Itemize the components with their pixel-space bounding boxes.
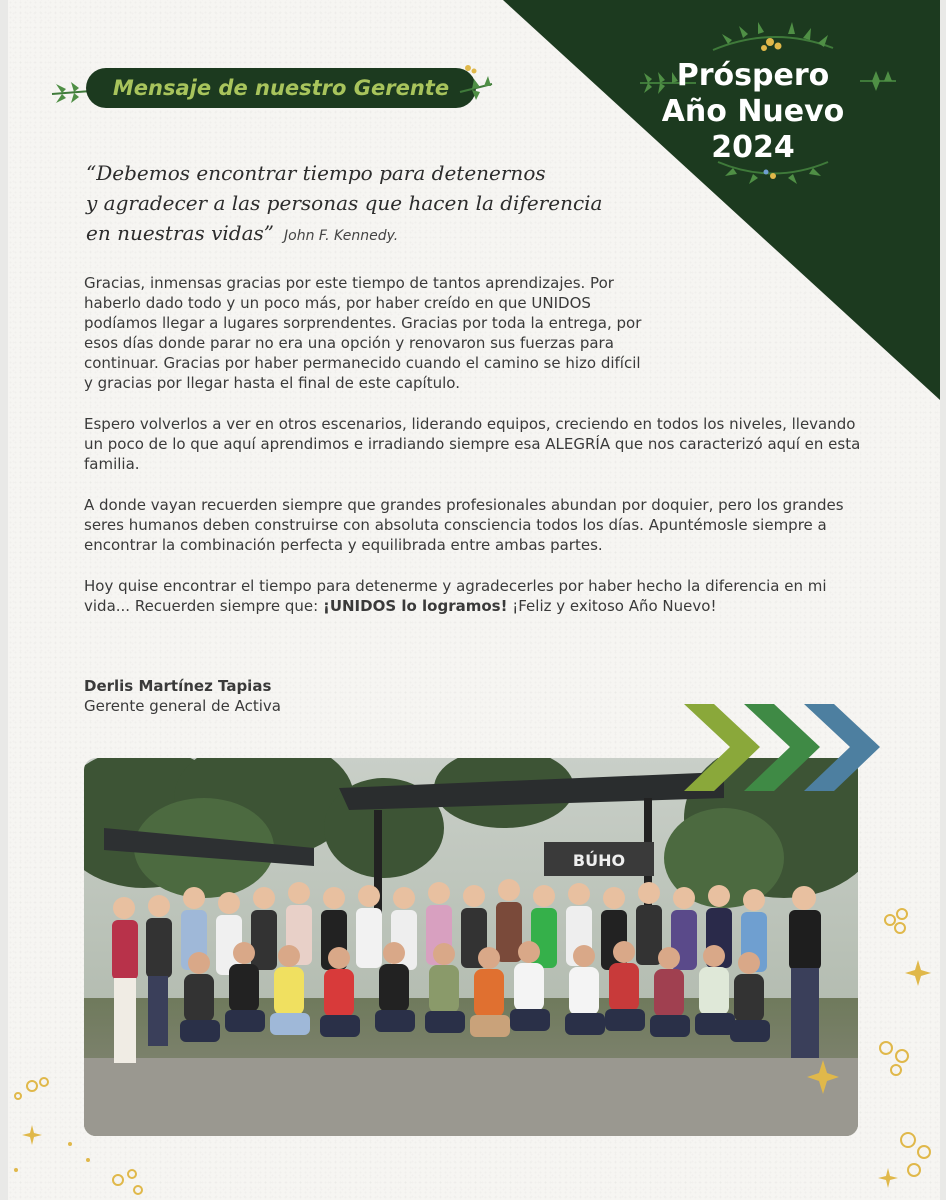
signature-block [84,676,281,716]
signature-name: Derlis Martínez Tapias [84,677,272,695]
kennedy-quote [86,158,646,251]
gold-sparkle-right-icon [878,900,938,1200]
gold-sparkle-photo-icon [806,1058,840,1096]
new-year-line1: Próspero [676,58,830,93]
letter-page [8,0,940,1200]
heading-sprig-right-icon [456,62,496,107]
team-group-photo [84,758,858,1136]
message-body [84,273,874,637]
closing-paragraph: Hoy quise encontrar el tiempo para detenerme y agradecerles por haber hecho la diferencia en mi vida... Recuerden siempre que: ¡UNIDOS lo logramos! ¡Feliz y exitoso Año Nuevo! [84,577,827,615]
new-year-year: 2024 [711,130,795,165]
paragraph-3: A donde vayan recuerden siempre que grandes profesionales abundan por doquier, pero los grandes seres humanos deben construirse con absoluta consciencia todos los días. Apuntémosle siempre a encontrar la combinación perfecta y equilibrada entre ambas partes. [84,496,844,554]
quote-line1: “Debemos encontrar tiempo para detenernos [86,161,546,185]
paragraph-1: Gracias, inmensas gracias por este tiempo de tantos aprendizajes. Por haberlo dado todo y un poco más, por haber creído en que UNIDOS podíamos llegar a lugares sorprendentes. Gracias por toda la entrega, por esos días donde parar no era una opción y renovaron sus fuerzas para continuar. Gracias por haber permanecido cuando el camino se hizo difícil y gracias por llegar hasta el final de este capítulo. [84,274,642,392]
closing-bold: ¡UNIDOS lo logramos! [322,597,508,615]
group-photo-illustration [84,758,858,1136]
quote-line2: y agradecer a las personas que hacen la diferencia [86,191,603,215]
new-year-line2: Año Nuevo [661,94,845,129]
section-heading: Mensaje de nuestro Gerente [112,76,450,100]
gold-sparkle-left-icon [8,1070,158,1200]
new-year-title [613,58,893,166]
section-heading-banner [86,68,476,108]
chevron-arrows-icon [676,700,886,795]
quote-line3: en nuestras vidas” John F. Kennedy. [86,221,399,245]
quote-author: John F. Kennedy. [284,228,399,244]
signature-title: Gerente general de Activa [84,697,281,715]
paragraph-2: Espero volverlos a ver en otros escenarios, liderando equipos, creciendo en todos los niveles, llevando un poco de lo que aquí aprendimos e irradiando siempre esa ALEGRÍA que nos caracterizó aquí en esta familia. [84,415,861,473]
buho-sign-text: BÚHO [572,851,626,870]
